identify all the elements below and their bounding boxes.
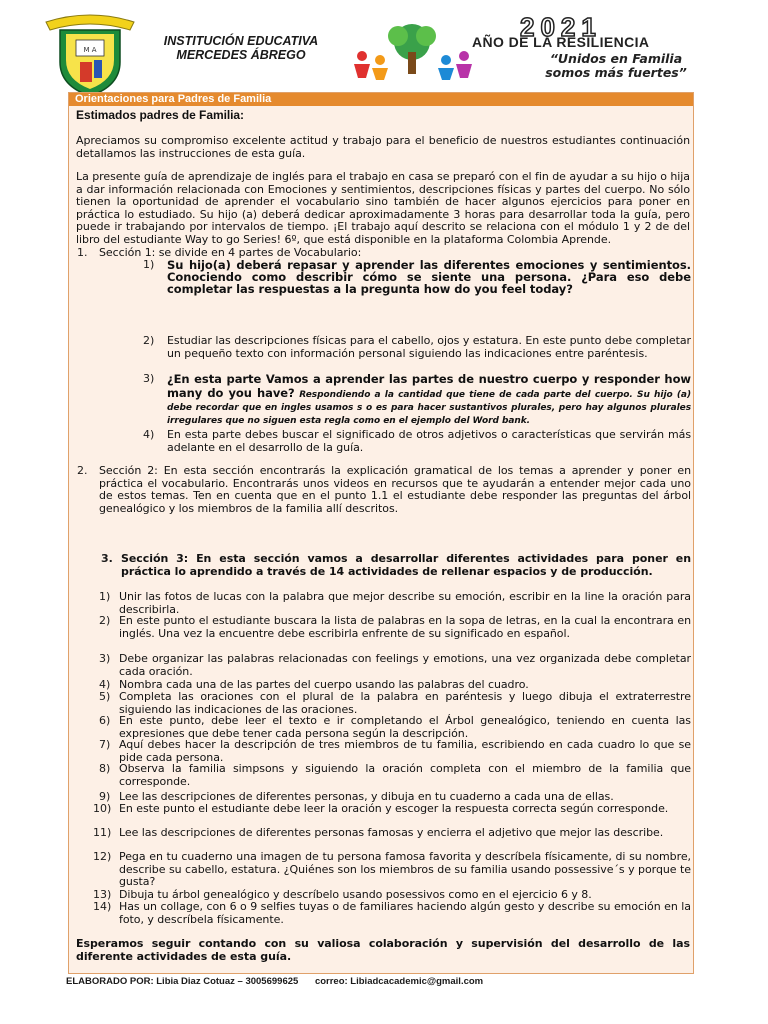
slogan-line-2: somos más fuertes” xyxy=(545,65,687,80)
s1-item-4-number: 4) xyxy=(143,428,155,441)
svg-text:M A: M A xyxy=(83,46,97,54)
s3-item-6-text: En este punto, debe leer el texto e ir completando el Árbol genealógico, teniendo en cuenta las expresiones que debe tener cada persona según la descripción. xyxy=(119,714,691,740)
s3-item-8-number: 8) xyxy=(99,762,111,775)
s3-item-5-text: Completa las oraciones con el plural de la palabra en paréntesis y luego dibuja el extraterrestre siguiendo las indicaciones de las oraciones. xyxy=(119,690,691,716)
s3-item-14-number: 14) xyxy=(93,900,112,913)
year-text: 2021 xyxy=(520,12,602,42)
s1-item-3-text xyxy=(167,373,691,427)
s1-item-3-note: Respondiendo a la cantidad que tiene de cada parte del cuerpo. Su hijo (a) debe recordar que en ingles usamos s o es para hacer sustantivos plurales, pero hay algunos plurales irregulares que no siguen esta regla como en el ejemplo del Word bank. xyxy=(167,389,692,426)
slogan-line-1: “Unidos en Familia xyxy=(549,51,683,66)
s3-item-7-text: Aquí debes hacer la descripción de tres miembros de tu familia, escribiendo en cada cuadro lo que se pide cada persona. xyxy=(119,738,691,764)
s3-item-2-number: 2) xyxy=(99,614,111,627)
school-crest-logo xyxy=(42,12,138,98)
s3-item-14-text: Has un collage, con 6 o 9 selfies tuyas o de familiares haciendo algún gesto y describe su emoción en la foto, y descríbela físicamente. xyxy=(119,900,691,926)
year-label: AÑO DE LA RESILIENCIA xyxy=(472,34,650,50)
section-3-text: Sección 3: En esta sección vamos a desarrollar diferentes actividades para poner en práctica lo aprendido a través de 14 actividades de rellenar espacios y de producción. xyxy=(121,552,691,578)
greeting: Estimados padres de Familia: xyxy=(76,108,244,122)
section-2-number: 2. xyxy=(77,464,88,477)
s1-item-3-main: ¿En esta parte Vamos a aprender las partes de nuestro cuerpo y responder how many do you have? xyxy=(167,372,691,400)
s3-item-9-text: Lee las descripciones de diferentes personas, y dibuja en tu cuaderno a cada una de ellas. xyxy=(119,790,614,803)
s3-item-4-text: Nombra cada una de las partes del cuerpo usando las palabras del cuadro. xyxy=(119,678,529,691)
institution-line-2: MERCEDES ÁBREGO xyxy=(176,48,306,62)
s3-item-12-number: 12) xyxy=(93,850,112,863)
s3-item-12-text: Pega en tu cuaderno una imagen de tu persona famosa favorita y descríbela físicamente, di su nombre, describe su cabello, estatura. ¿Quiénes son los miembros de su familia usando possessive´s y porque te gusta? xyxy=(119,850,691,888)
s1-item-1-text: Su hijo(a) deberá repasar y aprender las diferentes emociones y sentimientos. Conociendo como describir cómo se siente una persona. ¿Para eso debe completar las respuestas a la pregunta how do you feel today? xyxy=(167,258,691,296)
s3-item-11-number: 11) xyxy=(93,826,112,839)
s3-item-3-number: 3) xyxy=(99,652,111,665)
s1-item-1-number: 1) xyxy=(143,258,155,271)
s3-item-6-number: 6) xyxy=(99,714,111,727)
s3-item-8-text: Observa la familia simpsons y siguiendo la oración completa con el miembro de la familia que corresponde. xyxy=(119,762,691,788)
s1-item-2-number: 2) xyxy=(143,334,155,347)
section-3-number: 3. xyxy=(101,552,113,565)
s3-item-10-number: 10) xyxy=(93,802,112,815)
section-1-text: Sección 1: se divide en 4 partes de Vocabulario: xyxy=(99,246,362,259)
footer-email: correo: Libiadcacademic@gmail.com xyxy=(314,976,484,987)
s3-item-3-text: Debe organizar las palabras relacionadas con feelings y emotions, una vez organizada debe completar cada oración. xyxy=(119,652,691,678)
s3-item-9-number: 9) xyxy=(99,790,111,803)
footer xyxy=(66,976,706,987)
s3-item-13-number: 13) xyxy=(93,888,112,901)
s1-item-3-number: 3) xyxy=(143,372,155,385)
s3-item-1-text: Unir las fotos de lucas con la palabra que mejor describe su emoción, escribir en la line la oración para describirla. xyxy=(119,590,691,616)
intro-paragraph: Apreciamos su compromiso excelente actitud y trabajo para el beneficio de nuestros estudiantes continuación detallamos las instrucciones de esta guía. xyxy=(76,134,690,160)
slogan xyxy=(516,52,716,80)
s3-item-4-number: 4) xyxy=(99,678,111,691)
closing-paragraph: Esperamos seguir contando con su valiosa colaboración y supervisión del desarrollo de las diferente actividades de esta guía. xyxy=(76,937,690,963)
description-paragraph: La presente guía de aprendizaje de inglés para el trabajo en casa se preparó con el fin de ayudar a su hijo o hija a dar información relacionada con Emociones y sentimientos, descripciones físicas y partes del cuerpo. No sólo tienen la oportunidad de aprender el vocabulario sino también de hacer algunos ejercicios para poner en práctica lo estudiado. Su hijo (a) deberá dedicar aproximadamente 3 horas para desarrollar toda la guía, pero puede ir trabajando por intervalos de tiempo. ¡El trabajo aquí descrito se relaciona con el módulo 1 y 2 de del libro del estudiante Way to go Series! 6º, que está disponible en la plataforma Colombia Aprende. xyxy=(76,170,690,246)
s3-item-13-text: Dibuja tu árbol genealógico y descríbelo usando posessivos como en el ejercicio 6 y 8. xyxy=(119,888,592,901)
box-title: Orientaciones para Padres de Familia xyxy=(69,93,693,106)
institution-line-1: INSTITUCIÓN EDUCATIVA xyxy=(163,34,319,48)
s3-item-1-number: 1) xyxy=(99,590,111,603)
s3-item-2-text: En este punto el estudiante buscara la lista de palabras en la sopa de letras, en la cual la encontrara en inglés. Una vez la encuentre debe escribirla enfrente de su significado en español. xyxy=(119,614,691,640)
s1-item-4-text: En esta parte debes buscar el significado de otros adjetivos o características que servirán más adelante en el desarrollo de la guía. xyxy=(167,428,691,454)
section-2-text: Sección 2: En esta sección encontrarás la explicación gramatical de los temas a aprender y poner en práctica el vocabulario. Encontrarás unos videos en recursos que te ayudarán a entender mejor cada uno de estos temas. Ten en cuenta que en el punto 1.1 el estudiante debe responder las preguntas del árbol genealógico y los miembros de la familia allí descritos. xyxy=(99,464,691,515)
section-1-number: 1. xyxy=(77,246,88,259)
institution-name xyxy=(150,34,332,62)
s1-item-2-text: Estudiar las descripciones físicas para el cabello, ojos y estatura. En este punto debe completar un pequeño texto con información personal siguiendo las indicaciones entre paréntesis. xyxy=(167,334,691,360)
s3-item-7-number: 7) xyxy=(99,738,111,751)
parents-guidance-box xyxy=(68,92,694,974)
resilience-year-banner xyxy=(350,12,745,82)
s3-item-5-number: 5) xyxy=(99,690,111,703)
family-tree-illustration xyxy=(350,22,475,82)
footer-author: ELABORADO POR: Libia Diaz Cotuaz – 3005699625 xyxy=(66,976,299,987)
s3-item-10-text: En este punto el estudiante debe leer la oración y escoger la respuesta correcta según corresponde. xyxy=(119,802,669,815)
s3-item-11-text: Lee las descripciones de diferentes personas famosas y encierra el adjetivo que mejor las describe. xyxy=(119,826,664,839)
